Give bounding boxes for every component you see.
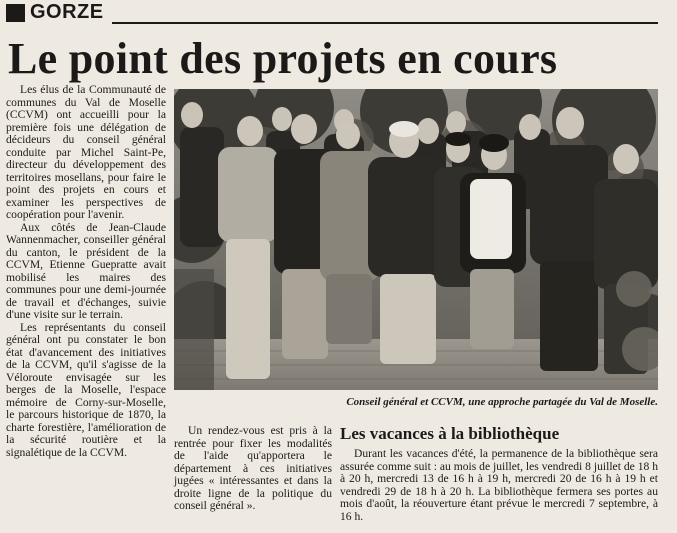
brief-body (340, 448, 658, 523)
article-paragraph: Les élus de la Communauté de communes du Val de Moselle (CCVM) ont accueilli pour la première fois une délégation de décideurs du conseil général conduite par Michel Saint-Pe, directeur du développement des territoires mosellans, pour faire le point des projets en cours et examiner les perspectives de coopération pour l'avenir. (6, 83, 166, 221)
section-rule (112, 22, 658, 24)
section-marker (6, 4, 25, 22)
article-paragraph: Aux côtés de Jean-Claude Wannenmacher, conseiller général du canton, le président de la CCVM, Etienne Guepratte avait mobilisé les maires des communes pour une demi-journée de travail et d'échanges, suivie d'une visite sur le terrain. (6, 220, 166, 321)
article-paragraph: Un rendez-vous est pris à la rentrée pour fixer les modalités de l'aide qu'apportera le département à ces initiatives jugées « intéressantes et dans la droite ligne de la politique du conseil général ». (174, 424, 332, 512)
brief-paragraph: Durant les vacances d'été, la permanence de la bibliothèque sera assurée comme suit : au mois de juillet, les vendredi 8 juillet de 18 h à 20 h, mercredi 13 de 16 h à 19 h, mercredi 20 de 16 h à 19 h et vendredi 29 de 18 h à 20 h. La bibliothèque fermera ses portes au mois d'août, la réouverture étant prévue le mercredi 7 septembre, à 16 h. (340, 447, 658, 523)
photo-caption: Conseil général et CCVM, une approche partagée du Val de Moselle. (346, 396, 658, 408)
section-label: GORZE (30, 1, 104, 23)
section-header (0, 0, 677, 28)
group-photo (174, 89, 658, 390)
brief-headline: Les vacances à la bibliothèque (340, 424, 560, 443)
article-left-column (6, 84, 166, 459)
article-paragraph: Les représentants du conseil général ont pu constater le bon état d'avancement des initiatives de la CCVM, qu'il s'agisse de la Véloroute envisagée sur les berges de la Moselle, l'espace mémoire de Corny-sur-Moselle, le parcours historique de 1870, la charte forestière, l'amélioration de la sécurité routière et la signalétique de la CCVM. (6, 320, 166, 459)
article-continuation (174, 425, 332, 513)
headline: Le point des projets en cours (8, 34, 558, 83)
